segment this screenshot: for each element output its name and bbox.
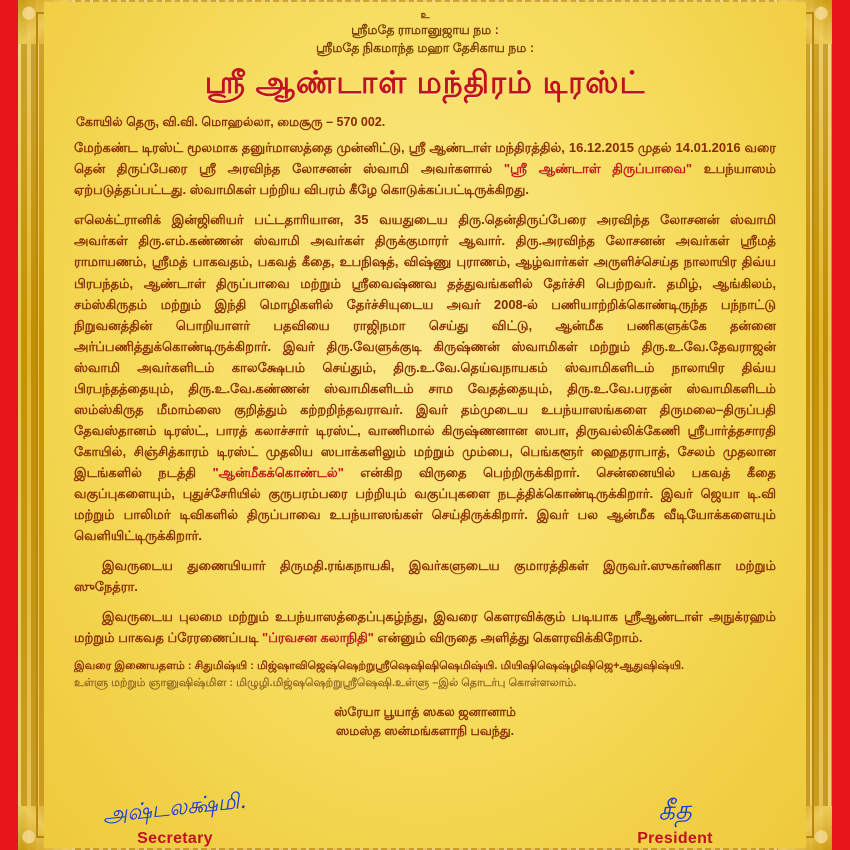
paragraph-award	[74, 606, 776, 648]
paragraph-intro	[74, 137, 776, 200]
secretary-label: Secretary	[137, 830, 213, 847]
trust-address: கோயில் தெரு, வி.வி. மொஹல்லா, மைசூரு – 570 002.	[76, 115, 386, 130]
secretary-signature-mark: அஷ்டலக்ஷ்மி.	[101, 788, 248, 829]
paragraph-bio	[74, 209, 776, 546]
certificate-sheet	[44, 2, 806, 848]
contact-line-2: உள்ளு மற்றும் ஞானுஷிஷ்மிள : மிழுழி.மிஜ்ஷஷெற்றுஸ்ரீஷெஷி.உள்ளு –இல் தொடர்பு கொள்ளலாம்.	[74, 676, 577, 689]
president-signature-block	[560, 796, 790, 848]
paragraph-text: எலெக்ட்ரானிக் இன்ஜினியர் பட்டதாரியான, 35 வயதுடைய திரு.தென்திருப்பேரை அரவிந்த லோசனன் ஸ்வாமி அவர்கள் திரு.எம்.கண்ணன் ஸ்வாமி அவர்கள் திருக்குமாரர் ஆவார். திரு.அரவிந்த லோசனன் அவர்கள் ஸ்ரீமத் ராமாயணம், ஸ்ரீமத் பாகவதம், பகவத் கீதை, உபநிஷத், விஷ்ணு புராணம், ஆழ்வார்கள் அருளிச்செய்த நாலாயிர திவ்ய பிரபந்தம், ஆண்டாள் திருப்பாவை மற்றும் ஸ்ரீவைஷ்ணவ தத்துவங்களில் தேர்ச்சி பெற்றவர். தமிழ், ஆங்கிலம், சம்ஸ்கிருதம் மற்றும் இந்தி மொழிகளில் தேர்ச்சியுடைய அவர் 2008-ல் பணியாற்றிக்கொண்டிருந்த பந்நாட்டு நிறுவனத்தின் பொறியாளர் பதவியை ராஜிநமா செய்து விட்டு, ஆன்மீக பணிகளுக்கே தன்னை அர்ப்பணித்துக்கொண்டிருக்கிறார். இவர் திரு.வேளுக்குடி கிருஷ்ணன் ஸ்வாமிகள் மற்றும் திரு.உ.வே.தேவராஜன் ஸ்வாமி அவர்களிடம் காலக்ஷேபம் செய்தும், திரு.உ.வே.தெய்வநாயகம் ஸ்வாமிகளிடம் நாலாயிர திவ்ய பிரபந்தத்தையும், திரு.உ.வே.கண்ணன் ஸ்வாமிகளிடம் சாம வேதத்தையும், திரு.உ.வே.பரதன் ஸ்வாமிகளிடம் ஸம்ஸ்கிருத மீமாம்ஸை குறித்தும் கற்றறிந்தவராவர். இவர் தம்முடைய உபந்யாஸங்களை திருமலை–திருப்பதி தேவஸ்தானம் டிரஸ்ட், பாரத் கலாச்சார் டிரஸ்ட், வாணிமால் கிருஷ்ணனான ஸபா, திருவல்லிக்கேணி ஸ்ரீபார்த்தசாரதி கோயில், சிஞ்சித்காரம் டிரஸ்ட் முதலிய ஸபாக்களிலும் மற்றும் மும்பை, பெங்களூர் ஹைதராபாத், சேலம் முதலான இடங்களில் நடத்தி	[74, 212, 776, 480]
highlighted-phrase: "ஆன்மீகக்கொண்டல்"	[212, 464, 344, 480]
invocation-block	[74, 10, 776, 57]
paragraph-text: இவருடைய புலமை மற்றும் உபந்யாஸத்தைப்புகழ்ந்து, இவரை கௌரவிக்கும் படியாக ஸ்ரீஆண்டாள் அநுக்ரஹம் மற்றும் பாகவத ப்ரேரணைப்படி	[74, 609, 776, 646]
paragraph-family	[74, 555, 776, 597]
paragraph-text: என்கிற விருதை பெற்றிருக்கிறார். சென்னையில் பகவத் கீதை வகுப்புகளையும், புதுச்சேரியில் குருபரம்பரை பற்றியும் வகுப்புகளை நடத்திக்கொண்டிருக்கிறார். இவர் ஜெயா டி.வி மற்றும் பாலிமர் டிவிகளில் திருப்பாவை உபந்யாஸங்கள் செய்திருக்கிறார். இவர் பல ஆன்மீக வீடியோக்களையும் வெளியிட்டிருக்கிறார்.	[74, 464, 776, 544]
invocation-line-2: ஸ்ரீமதே நிகமாந்த மஹா தேசிகாய நம :	[316, 41, 534, 56]
signature-row	[60, 788, 790, 848]
contact-block	[74, 658, 776, 691]
paragraph-text: உபந்யாஸம் ஏற்படுத்தப்பட்டது. ஸ்வாமிகள் பற்றிய விபரம் கீழே கொடுக்கப்பட்டிருக்கிறது.	[74, 161, 776, 198]
body-paragraphs	[74, 137, 776, 648]
invocation-line-1: ஸ்ரீமதே ராமானுஜாய நம :	[351, 23, 499, 37]
contact-line-1: இவரை இணையதளம் : சிதுமிஷ்யி : மிஜ்ஷாவிஜெஷ்ஷெற்றுஸ்ரீஷெஷிஷிஷெமிஷ்யி. மியிஷிஷெஷ்ழிஷிஜெ+ஆதுஷிஷ்யி.	[74, 660, 685, 673]
highlighted-phrase: "ப்ரவசன கலாநிதி"	[262, 630, 374, 646]
president-label: President	[637, 830, 713, 847]
secretary-signature-block	[60, 788, 290, 848]
paragraph-text: மேற்கண்ட டிரஸ்ட் மூலமாக தனுர்மாஸத்தை முன்னிட்டு, ஸ்ரீ ஆண்டாள் மந்திரத்தில், 16.12.2015 முதல் 14.01.2016 வரை தென் திருப்பேரை ஸ்ரீ அரவிந்த லோசனன் ஸ்வாமி அவர்களால்	[74, 140, 776, 177]
president-signature-mark: கீத	[657, 795, 693, 827]
closing-line-1: ஸ்ரேயா பூயாத் ஸகல ஜனானாம்	[334, 705, 516, 720]
closing-block	[74, 703, 776, 741]
page-title: ஸ்ரீ ஆண்டாள் மந்திரம் டிரஸ்ட்	[204, 65, 646, 101]
paragraph-text: இவருடைய துணையியார் திருமதி.ரங்கநாயகி, இவர்களுடைய குமாரத்திகள் இருவர்.ஸுகர்ணிகா மற்றும் ஸுநேத்ரா.	[74, 558, 776, 595]
highlighted-phrase: "ஸ்ரீ ஆண்டாள் திருப்பாவை"	[503, 161, 693, 177]
closing-line-2: ஸமஸ்த ஸன்மங்களாநி பவந்து.	[335, 724, 515, 739]
paragraph-text: என்னும் விருதை அளித்து கௌரவிக்கிறோம்.	[373, 630, 643, 646]
invocation-line-0: உ	[420, 10, 430, 21]
